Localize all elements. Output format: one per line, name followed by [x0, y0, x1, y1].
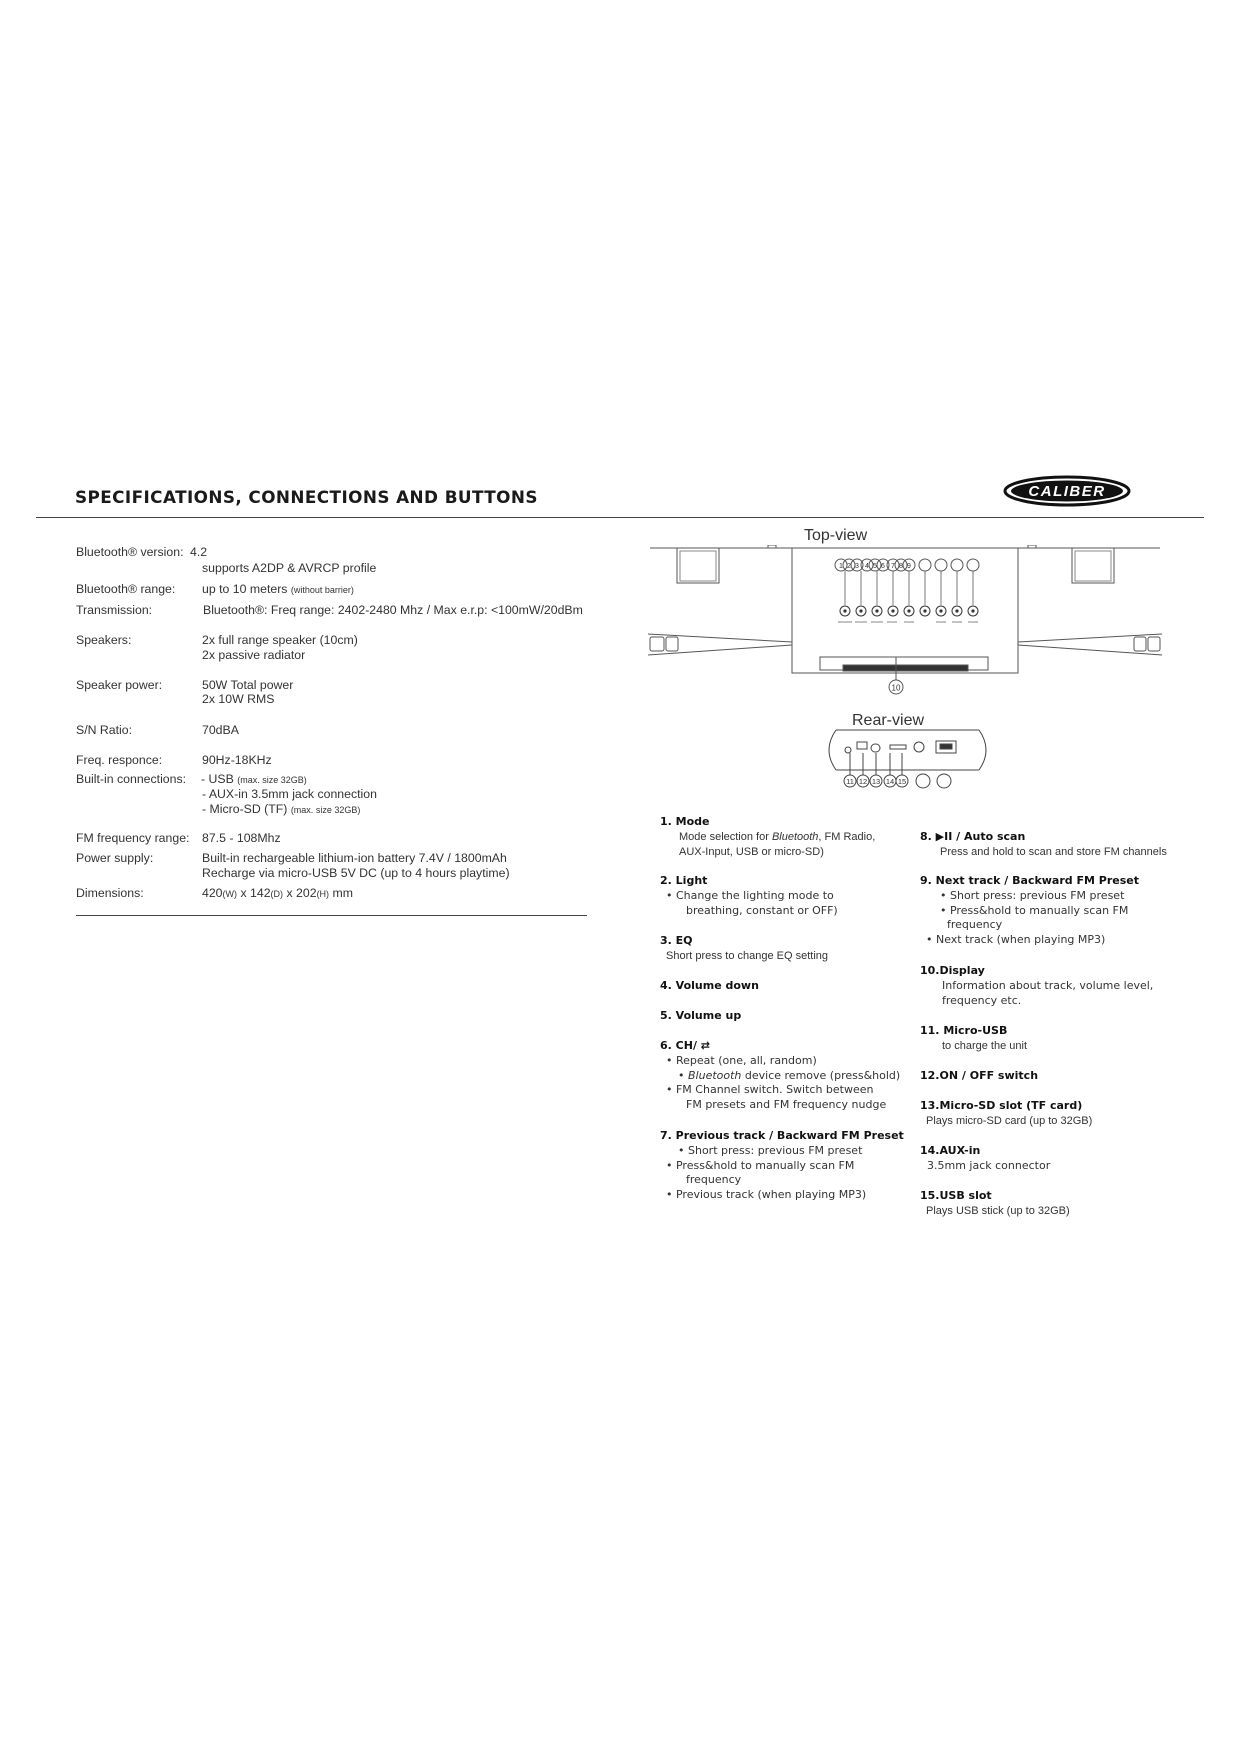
button-10-desc-2: frequency etc. [942, 993, 1022, 1007]
spec-label-dimensions: Dimensions: [76, 886, 144, 900]
button-1-desc-b: Bluetooth [771, 830, 819, 843]
spec-value-dimensions [202, 886, 353, 903]
spec-label-supply: Power supply: [76, 851, 154, 865]
button-9-title: 9. Next track / Backward FM Preset [920, 874, 1139, 887]
button-5-title: 5. Volume up [660, 1009, 742, 1022]
top-view-diagram [648, 545, 1168, 705]
button-1-desc-a: Mode selection for [679, 830, 772, 843]
spec-label-bt-version: Bluetooth® version: [76, 545, 184, 559]
conn-sd-text: - Micro-SD (TF) [202, 802, 288, 816]
page-title: SPECIFICATIONS, CONNECTIONS AND BUTTONS [75, 488, 538, 507]
button-item-12 [920, 1069, 1038, 1084]
button-8-desc: Press and hold to scan and store FM channels [940, 845, 1167, 858]
callout-1: 1 [839, 563, 843, 570]
callout-11: 11 [846, 777, 854, 786]
button-item-14 [920, 1144, 1050, 1174]
spec-value-speakers-2: 2x passive radiator [202, 648, 306, 662]
spec-value-supply-1: Built-in rechargeable lithium-ion battery 7.4V / 1800mAh [202, 851, 507, 865]
spec-value-sn: 70dBA [202, 723, 239, 737]
spec-label-transmission: Transmission: [76, 603, 153, 617]
spec-label-fm: FM frequency range: [76, 831, 190, 845]
button-8-title: 8. ▶II / Auto scan [920, 830, 1026, 843]
svg-text:CALIBER: CALIBER [1028, 483, 1106, 500]
button-9-desc-4: • Next track (when playing MP3) [926, 933, 1106, 947]
spec-label-speakers: Speakers: [76, 633, 132, 647]
conn-usb-note: (max. size 32GB) [237, 775, 307, 785]
button-2-title: 2. Light [660, 874, 708, 887]
spec-label-bt-range: Bluetooth® range: [76, 582, 176, 596]
spec-value-conn-sd [202, 802, 360, 819]
spec-value-bt-range-text: up to 10 meters [202, 582, 288, 596]
callout-2: 2 [847, 563, 851, 570]
spec-value-bt-range [202, 582, 354, 599]
spec-value-power-1: 50W Total power [202, 678, 294, 692]
spec-value-power-2: 2x 10W RMS [202, 692, 275, 706]
button-14-desc: 3.5mm jack connector [927, 1158, 1051, 1172]
callout-15: 15 [897, 777, 907, 786]
rear-view-caption: Rear-view [852, 712, 925, 729]
callout-5: 5 [873, 563, 877, 570]
dim-height: x 202 [286, 886, 317, 900]
spec-label-sn: S/N Ratio: [76, 723, 133, 737]
button-9-desc-2: • Press&hold to manually scan FM [940, 903, 1129, 917]
dim-depth: x 142 [240, 886, 271, 900]
spec-label-connections: Built-in connections: [76, 772, 187, 786]
spec-value-freq: 90Hz-18KHz [202, 753, 272, 767]
callout-10: 10 [891, 683, 901, 693]
callout-12: 12 [858, 777, 868, 786]
button-3-title: 3. EQ [660, 934, 693, 947]
spec-value-supply-2: Recharge via micro-USB 5V DC (up to 4 hours playtime) [202, 866, 510, 880]
button-14-title: 14.AUX-in [920, 1144, 981, 1157]
button-item-13 [920, 1099, 1092, 1129]
button-6-desc-2a: • [678, 1068, 688, 1082]
button-item-9 [920, 874, 1139, 948]
callout-7: 7 [891, 563, 895, 570]
button-7-desc-3: frequency [686, 1173, 742, 1187]
spec-value-bt-version: 4.2 [190, 545, 208, 559]
dim-height-unit: (H) [316, 889, 330, 899]
button-1-desc [660, 830, 875, 845]
button-13-title: 13.Micro-SD slot (TF card) [920, 1099, 1083, 1112]
button-6-title: 6. CH/ ⇄ [660, 1039, 711, 1052]
button-6-desc-4: FM presets and FM frequency nudge [686, 1098, 887, 1112]
button-7-title: 7. Previous track / Backward FM Preset [660, 1129, 904, 1142]
button-10-title: 10.Display [920, 964, 985, 977]
button-2-desc-1: • Change the lighting mode to [666, 888, 834, 902]
button-item-10 [920, 964, 1153, 1008]
spec-label-freq: Freq. responce: [76, 753, 163, 767]
button-item-1 [660, 815, 875, 859]
button-6-desc-1: • Repeat (one, all, random) [666, 1053, 817, 1067]
button-item-8 [920, 830, 1167, 860]
dim-depth-unit: (D) [270, 889, 284, 899]
button-15-title: 15.USB slot [920, 1189, 992, 1202]
button-7-desc-1: • Short press: previous FM preset [678, 1143, 863, 1157]
callout-3: 3 [855, 563, 859, 570]
header-divider [36, 517, 1204, 518]
button-item-4 [660, 979, 759, 994]
dim-mm: mm [332, 886, 353, 900]
button-15-desc: Plays USB stick (up to 32GB) [926, 1204, 1070, 1217]
button-13-desc: Plays micro-SD card (up to 32GB) [926, 1114, 1093, 1127]
spec-value-transmission: Bluetooth®: Freq range: 2402-2480 Mhz / Max e.r.p: <100mW/20dBm [203, 603, 583, 617]
button-6-desc-2b: Bluetooth [688, 1068, 742, 1082]
conn-usb-text: - USB [201, 772, 234, 786]
button-3-desc: Short press to change EQ setting [666, 949, 829, 962]
dim-width: 420 [202, 886, 223, 900]
callout-4: 4 [865, 563, 869, 570]
callout-14: 14 [885, 777, 895, 786]
button-item-7 [660, 1129, 904, 1203]
button-2-desc-2: breathing, constant or OFF) [686, 903, 838, 917]
callout-9: 9 [907, 563, 911, 570]
button-6-desc-2 [660, 1069, 900, 1084]
button-12-title: 12.ON / OFF switch [920, 1069, 1039, 1082]
spec-value-bt-profile: supports A2DP & AVRCP profile [202, 561, 377, 575]
button-1-desc-2: AUX-Input, USB or micro-SD) [679, 845, 824, 858]
button-1-title: 1. Mode [660, 815, 710, 828]
button-4-title: 4. Volume down [660, 979, 759, 992]
button-7-desc-4: • Previous track (when playing MP3) [666, 1188, 867, 1202]
button-item-6 [660, 1039, 900, 1113]
button-11-title: 11. Micro-USB [920, 1024, 1008, 1037]
rear-view-diagram [820, 728, 995, 798]
button-7-desc-2: • Press&hold to manually scan FM [666, 1158, 855, 1172]
callout-6: 6 [881, 563, 885, 570]
button-9-desc-1: • Short press: previous FM preset [940, 888, 1125, 902]
conn-sd-note: (max. size 32GB) [290, 805, 361, 815]
callout-13: 13 [871, 777, 881, 786]
spec-value-fm: 87.5 - 108Mhz [202, 831, 281, 845]
spec-divider [76, 915, 587, 916]
spec-label-power: Speaker power: [76, 678, 163, 692]
button-1-desc-c: , FM Radio, [818, 830, 876, 843]
caliber-logo [1003, 474, 1131, 508]
spec-note-bt-range: (without barrier) [290, 585, 354, 595]
callout-8: 8 [899, 563, 903, 570]
button-item-15 [920, 1189, 1070, 1219]
button-item-5 [660, 1009, 741, 1024]
dim-width-unit: (W) [222, 889, 238, 899]
button-item-2 [660, 874, 838, 918]
spec-value-speakers-1: 2x full range speaker (10cm) [202, 633, 358, 647]
spec-value-conn-aux: - AUX-in 3.5mm jack connection [202, 787, 377, 801]
button-6-desc-3: • FM Channel switch. Switch between [666, 1083, 874, 1097]
button-item-3 [660, 934, 828, 964]
button-6-desc-2c: device remove (press&hold) [741, 1068, 901, 1082]
button-item-11 [920, 1024, 1027, 1054]
button-9-desc-3: frequency [947, 918, 1003, 932]
button-10-desc-1: Information about track, volume level, [942, 978, 1154, 992]
button-11-desc: to charge the unit [942, 1039, 1028, 1052]
top-view-caption: Top-view [804, 527, 868, 544]
